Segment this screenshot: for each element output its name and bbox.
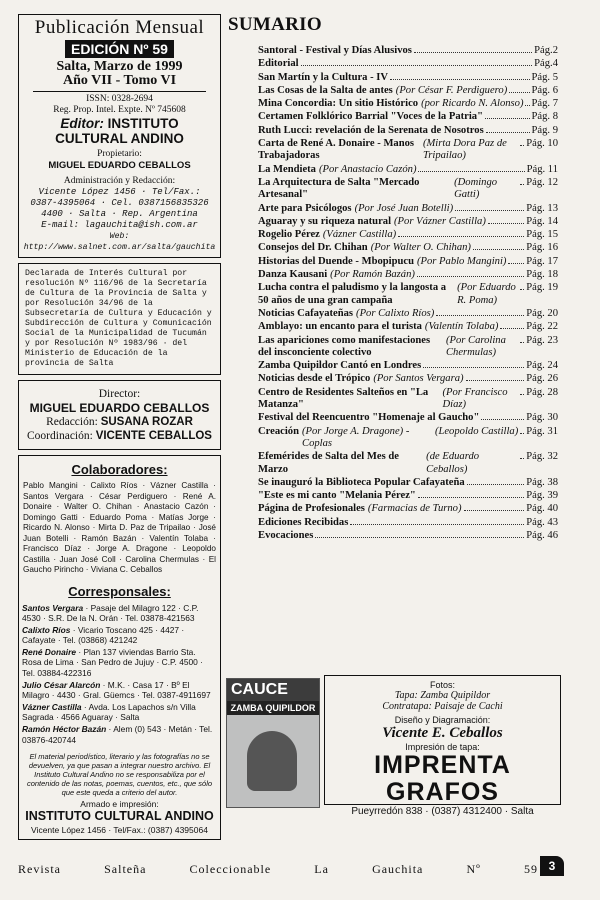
toc-title: Ruth Lucci: revelación de la Serenata de Nosotros <box>258 124 484 136</box>
photos-label: Fotos: <box>429 680 455 690</box>
toc-author: (por Ricardo N. Alonso) <box>421 98 524 110</box>
toc-author: (Valentín Tolaba) <box>424 321 499 333</box>
toc-entry[interactable] <box>258 71 558 84</box>
toc-row <box>258 176 558 202</box>
toc-entry[interactable] <box>258 57 558 70</box>
address-line-2: 0387-4395064 · Cel. 0387156835326 <box>30 198 209 208</box>
toc-row <box>258 268 558 281</box>
correspondent-name: Vázner Castilla <box>22 701 82 712</box>
toc-title: Noticias Cafayateñas <box>258 307 354 319</box>
toc-author: (Vázner Castilla) <box>322 229 397 241</box>
toc-leader-dots <box>417 268 524 277</box>
coordinacion-label: Coordinación: <box>27 430 93 442</box>
toc-page: Pág. 38 <box>526 476 558 488</box>
toc-entry[interactable] <box>258 84 558 97</box>
toc-leader-dots <box>520 334 524 343</box>
toc-title: Aguaray y su riqueza natural <box>258 215 392 227</box>
edition-badge: EDICIÓN Nº 59 <box>65 40 174 58</box>
toc-author-secondary: (Leopoldo Castilla) <box>434 425 519 437</box>
toc-author: (Por Eduardo R. Poma) <box>457 282 516 306</box>
footer-word: Nº <box>466 862 481 876</box>
toc-title: Noticias desde el Trópico <box>258 373 371 385</box>
toc-row <box>258 137 558 163</box>
toc-entry[interactable] <box>258 163 558 176</box>
toc-author: (Por Anastacio Cazón) <box>318 163 417 175</box>
toc-title: Carta de René A. Donaire - Manos Trabajadoras <box>258 138 415 162</box>
toc-entry[interactable] <box>258 202 558 215</box>
toc-leader-dots <box>466 372 525 381</box>
toc-entry[interactable] <box>258 476 558 489</box>
toc-row <box>258 228 558 241</box>
cover-credit: Tapa: Zamba Quipildor <box>394 690 491 701</box>
divider <box>33 91 206 92</box>
toc-leader-dots <box>315 529 524 538</box>
toc-page: Pág. 17 <box>526 255 558 267</box>
toc-title: Las Cosas de la Salta de antes <box>258 84 393 96</box>
toc-entry[interactable] <box>258 450 558 476</box>
toc-entry[interactable] <box>258 502 558 515</box>
printer-address: Pueyrredón 838 · (0387) 4312400 · Salta <box>351 806 534 817</box>
toc-leader-dots <box>418 489 524 498</box>
footer-word: Salteña <box>104 862 147 876</box>
toc-page: Pág. 9 <box>531 124 558 136</box>
toc-entry[interactable] <box>258 334 558 360</box>
page-footer <box>18 862 538 877</box>
toc-title: Efemérides de Salta del Mes de Marzo <box>258 451 399 475</box>
toc-entry[interactable] <box>258 97 558 110</box>
correspondent-entry <box>19 603 220 624</box>
correspondent-address: · Vicario Toscano 425 · 4427 · Cafayate · Tel. (03868) 421242 <box>22 624 185 646</box>
publication-frequency: Publicación Mensual <box>34 17 205 38</box>
toc-page: Pág. 13 <box>526 202 558 214</box>
toc-page: Pág. 46 <box>526 529 558 541</box>
correspondent-address: · Avda. Los Lapachos s/n Villa Sagrada · 4566 Aguaray · Salta <box>22 701 196 723</box>
correspondent-entry <box>19 724 220 745</box>
footer-word: Coleccionable <box>189 862 272 876</box>
toc-leader-dots <box>525 97 529 106</box>
toc-row <box>258 320 558 333</box>
redaccion-line <box>23 415 216 429</box>
toc-title: Las apariciones como manifestaciones del insconciente colectivo <box>258 334 431 358</box>
editor-label: Editor: <box>60 116 104 131</box>
issn: ISSN: 0328-2694 <box>86 94 153 104</box>
toc-title: Editorial <box>258 58 299 70</box>
toc-page: Pág.4 <box>534 58 558 70</box>
toc-row <box>258 97 558 110</box>
toc-page: Pág. 20 <box>526 307 558 319</box>
toc-row <box>258 44 558 57</box>
toc-page: Pág. 8 <box>531 111 558 123</box>
toc-entry[interactable] <box>258 359 558 372</box>
correspondent-name: Santos Vergara <box>22 602 84 613</box>
toc-leader-dots <box>414 44 532 53</box>
toc-entry[interactable] <box>258 529 558 542</box>
footer-word: 59 <box>523 862 538 876</box>
toc-leader-dots <box>398 228 524 237</box>
toc-row <box>258 450 558 476</box>
toc-page: Pág. 30 <box>526 412 558 424</box>
editor-name-1: INSTITUTO <box>107 116 179 131</box>
toc-entry[interactable] <box>258 372 558 385</box>
toc-author: (Por Carolina Chermulas) <box>445 334 506 358</box>
correspondent-address: · M.K. · Casa 17 · Bº El Milagro · 4430 · Gral. Güemcs · Tel. 0387-4911697 <box>22 679 211 701</box>
correspondents-title: Corresponsales: <box>68 583 171 599</box>
correspondent-entry <box>19 647 220 679</box>
toc-entry[interactable] <box>258 137 558 163</box>
toc-page: Pág. 16 <box>526 242 558 254</box>
toc-author: (Por César F. Perdiguero) <box>395 84 508 96</box>
redaccion-label: Redacción: <box>46 416 98 428</box>
correspondent-entry <box>19 625 220 646</box>
table-of-contents <box>228 44 558 542</box>
toc-leader-dots <box>509 84 529 93</box>
printer-label: Armado e impresión: <box>80 799 159 810</box>
toc-leader-dots <box>488 215 524 224</box>
correspondent-name: Calixto Ríos <box>22 624 71 635</box>
toc-author: (Domingo Gatti) <box>454 176 498 201</box>
correspondent-name: René Donaire <box>22 646 76 657</box>
toc-leader-dots <box>436 307 524 316</box>
editor-name-2: CULTURAL ANDINO <box>55 131 184 146</box>
toc-page: Pág. 7 <box>531 98 558 110</box>
toc-leader-dots <box>390 71 529 80</box>
correspondent-name: Julio César Alarcón <box>22 679 101 690</box>
toc-page: Pág. 26 <box>526 373 558 385</box>
toc-leader-dots <box>485 110 530 119</box>
toc-leader-dots <box>508 255 524 264</box>
owner-name: MIGUEL EDUARDO CEBALLOS <box>48 160 191 171</box>
toc-row <box>258 307 558 320</box>
toc-title: "Este es mi canto "Melania Pérez" <box>258 490 416 502</box>
toc-row <box>258 202 558 215</box>
email-link[interactable]: E-mail: lagauchita@ish.com.ar <box>41 220 198 230</box>
toc-leader-dots <box>520 386 524 395</box>
correspondents-list <box>19 603 220 746</box>
toc-title: Evocaciones <box>258 529 314 541</box>
director-label: Director: <box>98 388 141 400</box>
toc-leader-dots <box>464 502 525 511</box>
toc-row <box>258 255 558 268</box>
registry: Reg. Prop. Intel. Expte. Nº 745608 <box>53 105 186 115</box>
designer-name: Vicente E. Ceballos <box>382 725 503 741</box>
masthead-box <box>18 14 221 258</box>
toc-entry[interactable] <box>258 489 558 502</box>
toc-page: Pág. 24 <box>526 360 558 372</box>
toc-row <box>258 372 558 385</box>
toc-row <box>258 84 558 97</box>
toc-row <box>258 502 558 515</box>
toc-title: Zamba Quipildor Cantó en Londres <box>258 360 422 372</box>
toc-author: (Por Santos Vergara) <box>373 373 464 385</box>
toc-author: (Por Pablo Mangini) <box>416 255 507 267</box>
toc-page: Pág. 40 <box>526 503 558 515</box>
toc-title: Se inauguró la Biblioteca Popular Cafayateña <box>258 476 465 488</box>
year-volume: Año VII - Tomo VI <box>62 73 177 88</box>
toc-page: Pág. 10 <box>526 138 558 150</box>
toc-leader-dots <box>350 516 524 525</box>
toc-row <box>258 215 558 228</box>
toc-row <box>258 110 558 123</box>
toc-leader-dots <box>423 359 524 368</box>
toc-title: Ediciones Recibidas <box>258 516 349 528</box>
printer-logo: IMPRENTA GRAFOS <box>374 751 511 806</box>
toc-title: Lucha contra el paludismo y la langosta a 50 años de una gran campaña <box>258 282 447 306</box>
toc-page: Pág. 32 <box>526 451 558 463</box>
toc-author: (Por Calixto Ríos) <box>356 307 435 319</box>
toc-page: Pág. 43 <box>526 516 558 528</box>
toc-leader-dots <box>481 411 524 420</box>
toc-entry[interactable] <box>258 176 558 202</box>
toc-leader-dots <box>473 241 524 250</box>
toc-author: (Por Jorge A. Dragone) - Coplas <box>302 425 410 449</box>
collaborators-title: Colaboradores: <box>71 462 168 477</box>
toc-title: Centro de Residentes Salteños en "La Matanza" <box>258 386 429 411</box>
toc-entry[interactable] <box>258 411 558 424</box>
photo-brand: CAUCE <box>227 679 319 701</box>
toc-leader-dots <box>467 476 525 485</box>
toc-title: Rogelio Pérez <box>258 229 320 241</box>
toc-title: Historias del Duende - Mbopipucu <box>258 255 414 267</box>
toc-row <box>258 516 558 529</box>
web-link[interactable]: Web: http://www.salnet.com.ar/salta/gauchita <box>23 232 216 252</box>
toc-leader-dots <box>455 202 524 211</box>
disclaimer-text: El material periodístico, literario y las fotografías no se devuelven, ya que pasan a integrar nuestro archivo. El Instituto Cultural Andino no se responsabiliza por el contenido de las notas, poemas, cuentos, etc., que sólo que este queda a criterio del autor. <box>26 752 213 798</box>
correspondent-name: Ramón Héctor Bazán <box>22 724 107 735</box>
toc-title: Santoral - Festival y Días Alusivos <box>258 45 412 56</box>
toc-title: Amblayo: un encanto para el turista <box>258 321 422 333</box>
toc-page: Pág. 5 <box>531 71 558 83</box>
owner-label: Propietario: <box>97 149 142 159</box>
toc-entry[interactable] <box>258 307 558 320</box>
correspondent-entry <box>19 702 220 723</box>
toc-title: Arte para Psicólogos <box>258 202 352 214</box>
address-line-3: 4400 · Salta · Rep. Argentina <box>41 209 198 219</box>
toc-title: Consejos del Dr. Chihan <box>258 242 368 254</box>
toc-entry[interactable] <box>258 281 558 307</box>
toc-page: Pág. 11 <box>526 163 558 175</box>
toc-row <box>258 281 558 307</box>
toc-author: (Por Vázner Castilla) <box>394 215 486 227</box>
footer-word: La <box>314 862 329 876</box>
portrait-silhouette <box>247 731 297 791</box>
toc-page: Pág. 15 <box>526 229 558 241</box>
toc-leader-dots <box>500 320 524 329</box>
toc-row <box>258 529 558 542</box>
declaration-text: Declarada de Interés Cultural por resolución Nº 116/96 de la Secretaría de Cultura de la Provincia de Salta y por Resolución 34/96 de la Subsecretaría de Cultura y Educación y Subdirección de Cultura y Comunicación Social de la Municipalidad de Tucumán y por Resolución Nº 1983/96 · del Ministerio de Educación de la provincia de Salta <box>25 269 212 368</box>
toc-row <box>258 359 558 372</box>
declaration-box <box>18 263 221 375</box>
toc-entry[interactable] <box>258 241 558 254</box>
toc-leader-dots <box>486 124 530 133</box>
toc-row <box>258 163 558 176</box>
toc-entry[interactable] <box>258 516 558 529</box>
toc-title: Mina Concordia: Un sitio Histórico <box>258 98 419 110</box>
photo-caption: ZAMBA QUIPILDOR <box>227 701 319 715</box>
toc-row <box>258 476 558 489</box>
address-line-1: Vicente López 1456 · Tel/Fax.: <box>38 187 201 197</box>
toc-leader-dots <box>520 176 524 185</box>
toc-author: (Por Ramón Bazán) <box>330 269 415 281</box>
credits-box <box>324 675 561 817</box>
footer-word: Gauchita <box>372 862 424 876</box>
toc-entry[interactable] <box>258 386 558 412</box>
toc-page: Pág. 19 <box>526 282 558 294</box>
correspondent-address: · Pasaje del Milagro 122 · C.P. 4530 · S.R. De la N. Orán · Tel. 03878-421563 <box>22 602 199 624</box>
coordinacion-line <box>23 429 216 443</box>
toc-entry[interactable] <box>258 268 558 281</box>
toc-title: Festival del Reencuentro "Homenaje al Gaucho" <box>258 412 480 424</box>
toc-leader-dots <box>418 163 524 172</box>
printer-name: INSTITUTO CULTURAL ANDINO <box>25 809 214 824</box>
editor-block <box>19 116 220 131</box>
staff-box <box>18 380 221 450</box>
toc-row <box>258 411 558 424</box>
toc-entry[interactable] <box>258 215 558 228</box>
toc-row <box>258 241 558 254</box>
toc-entry[interactable] <box>258 320 558 333</box>
toc-page: Pág. 23 <box>526 334 558 346</box>
toc-title: Danza Kausani <box>258 269 328 281</box>
collaborators-list: Pablo Mangini · Calixto Ríos · Vázner Castilla · Santos Vergara · César Perdiguero · René A. Donaire · Walter O. Chihan · Anastacio Cazón · Domingo Gatti · Eduardo Poma · Matías Jorge · Ricardo N. Alonso · Mirta D. Paz de Tripailao · José Juan Botelli · Ramón Bazán · Valentín Tolaba · Francisco Díaz · Jorge A. Dragone · Leopoldo Castilla · Juan José Coll · Carolina Chermulas · El Gaucho Pirincho · Viviana C. Ceballos <box>23 481 216 574</box>
toc-page: Pág. 39 <box>526 490 558 502</box>
contributors-box <box>18 455 221 840</box>
toc-leader-dots <box>301 57 533 66</box>
issue-date: Salta, Marzo de 1999 <box>56 59 183 74</box>
toc-leader-dots <box>520 281 524 290</box>
toc-page: Pág. 18 <box>526 269 558 281</box>
correspondent-entry <box>19 680 220 701</box>
toc-entry[interactable] <box>258 425 558 451</box>
toc-entry[interactable] <box>258 228 558 241</box>
toc-author: (Mirta Dora Paz de Tripailao) <box>422 138 507 162</box>
toc-page: Pág. 28 <box>526 386 558 398</box>
toc-title: Página de Profesionales <box>258 503 365 515</box>
toc-row <box>258 489 558 502</box>
design-label: Diseño y Diagramación: <box>394 715 491 725</box>
toc-row <box>258 386 558 412</box>
right-column <box>228 14 558 542</box>
toc-leader-dots <box>520 137 524 146</box>
toc-entry[interactable] <box>258 110 558 123</box>
redaccion-name: SUSANA ROZAR <box>100 416 193 428</box>
page-number: 3 <box>540 856 564 876</box>
toc-page: Pág. 12 <box>526 176 558 188</box>
toc-page: Pág. 14 <box>526 215 558 227</box>
toc-entry[interactable] <box>258 44 558 57</box>
coordinacion-name: VICENTE CEBALLOS <box>95 430 212 442</box>
sumario-title: SUMARIO <box>228 14 322 35</box>
toc-page: Pág. 22 <box>526 321 558 333</box>
back-cover-credit: Contratapa: Paisaje de Cachi <box>382 701 503 712</box>
toc-author: (de Eduardo Ceballos) <box>426 451 480 475</box>
correspondent-address: · Plan 137 viviendas Barrio Sta. Rosa de Lima · San Pedro de Jujuy · C.P. 4500 · Tel. 03884-422316 <box>22 646 203 679</box>
toc-title: Certamen Folklórico Barrial "Voces de la Patria" <box>258 111 483 123</box>
toc-title: Creación <box>258 425 299 437</box>
director-name: MIGUEL EDUARDO CEBALLOS <box>29 401 210 415</box>
toc-page: Pág. 31 <box>526 425 558 437</box>
admin-label: Administración y Redacción: <box>63 176 176 186</box>
toc-title: San Martín y la Cultura - IV <box>258 71 389 83</box>
correspondent-address: · Alem (0) 543 · Metán · Tel. 03876-420744 <box>22 724 213 745</box>
toc-row <box>258 425 558 451</box>
toc-title: La Arquitectura de Salta "Mercado Artesanal" <box>258 176 420 201</box>
toc-title: La Mendieta <box>258 163 316 175</box>
printer-contact: Vicente López 1456 · Tel/Fax.: (0387) 4395064 <box>31 825 208 836</box>
print-label: Impresión de tapa: <box>405 742 480 752</box>
toc-page: Pág.2 <box>534 45 558 56</box>
toc-author: (Por Walter O. Chihan) <box>370 242 471 254</box>
toc-page: Pág. 6 <box>531 84 558 96</box>
toc-row <box>258 57 558 70</box>
toc-entry[interactable] <box>258 255 558 268</box>
toc-leader-dots <box>520 450 524 459</box>
toc-row <box>258 334 558 360</box>
toc-entry[interactable] <box>258 124 558 137</box>
left-column <box>18 14 221 845</box>
toc-author: (Farmacias de Turno) <box>367 503 462 515</box>
toc-leader-dots <box>520 425 524 434</box>
toc-author: (Por Francisco Díaz) <box>442 386 508 411</box>
footer-word: Revista <box>18 862 61 876</box>
toc-row <box>258 71 558 84</box>
cover-photo <box>226 678 320 808</box>
toc-author: (Por José Juan Botelli) <box>354 202 454 214</box>
toc-row <box>258 124 558 137</box>
